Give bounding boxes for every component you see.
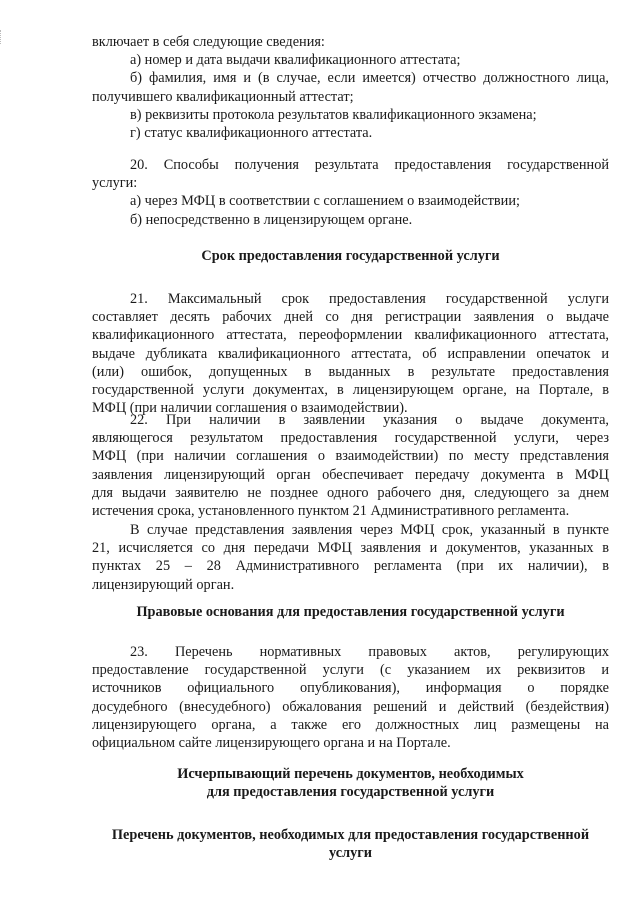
heading-text: Срок предоставления государственной услуги (201, 248, 500, 264)
heading-text: Исчерпывающий перечень документов, необходимых (177, 766, 524, 782)
paragraph-23-line: досудебного (внесудебного) обжалования решений и действий (бездействия) (92, 698, 609, 715)
list-item-b-cont: получившего квалификационный аттестат; (92, 88, 354, 105)
paragraph-22-line: 22. При наличии в заявлении указания о выдаче документа, (130, 412, 609, 428)
paragraph-22-continuation (92, 521, 609, 594)
paragraph-21-line: 21. Максимальный срок предоставления государственной услуги (130, 291, 609, 307)
paragraph-21-line: квалификационного аттестата, переоформлении квалификационного аттестата, (92, 327, 609, 344)
paragraph-22b-line: пунктах 25 – 28 Административного регламента (при их наличии), в (92, 558, 609, 575)
section-heading-srok (92, 247, 609, 265)
scan-edge-mark (0, 30, 4, 44)
paragraph-20-item-a: а) через МФЦ в соответствии с соглашением о взаимодействии; (130, 193, 520, 210)
heading-text: Перечень документов, необходимых для предоставления государственной (111, 827, 590, 843)
paragraph-21-line: государственной услуги документах, в лицензирующем органе, на Портале, в (92, 381, 609, 398)
paragraph-22b-line: лицензирующий орган. (92, 576, 235, 593)
paragraph-21 (92, 290, 609, 417)
paragraph-21-line: составляет десять рабочих дней со дня регистрации заявления о выдаче (92, 309, 609, 326)
paragraph-22-line: заявления лицензирующий орган обеспечивает передачу документа в МФЦ (92, 466, 609, 483)
paragraph-22 (92, 411, 609, 520)
paragraph-23-line: лицензирующего органа, а также его должностных лиц размещены на (92, 716, 609, 733)
list-item-g: г) статус квалификационного аттестата. (130, 124, 373, 141)
paragraph-22-line: МФЦ (при наличии соглашения о взаимодействии) по месту представления (92, 448, 609, 465)
heading-text: Правовые основания для предоставления государственной услуги (136, 604, 565, 620)
heading-text: для предоставления государственной услуги (206, 784, 495, 801)
intro-line: включает в себя следующие сведения: (92, 34, 325, 50)
paragraph-22-line: истечения срока, установленного пунктом 21 Административного регламента. (92, 502, 570, 519)
paragraph-23-line: источников официального опубликования), информация о порядке (92, 680, 609, 697)
section-heading-perechen (92, 826, 609, 862)
paragraph-21-line: МФЦ (при наличии соглашения о взаимодействии). (92, 400, 408, 417)
list-item-v: в) реквизиты протокола результатов квалификационного экзамена; (130, 106, 537, 123)
list-item-b: б) фамилия, имя и (в случае, если имеется) отчество должностного лица, (130, 70, 609, 87)
section-heading-ischerpyvayushchiy (92, 765, 609, 801)
list-item-a: а) номер и дата выдачи квалификационного аттестата; (130, 52, 461, 69)
paragraph-23 (92, 643, 609, 752)
paragraph-23-line: предоставление государственной услуги (с указанием их реквизитов и (92, 662, 609, 679)
paragraph-20-item-b: б) непосредственно в лицензирующем органе. (130, 211, 413, 228)
paragraph-23-line: 23. Перечень нормативных правовых актов, регулирующих (130, 644, 609, 660)
paragraph-22-line: для выдачи заявителю не позднее одного рабочего дня, следующего за днем (92, 484, 609, 501)
paragraph-21-line: выдаче дубликата квалификационного аттестата, об исправлении опечаток и (92, 345, 609, 362)
paragraph-21-line: (или) ошибок, допущенных в выданных в результате предоставления (92, 363, 609, 380)
paragraph-20-line: 20. Способы получения результата предоставления государственной (130, 157, 609, 173)
paragraph-23-line: официальном сайте лицензирующего органа и на Портале. (92, 734, 451, 751)
section-heading-pravo (92, 603, 609, 621)
paragraph-20-line: услуги: (92, 175, 138, 192)
paragraph-22b-line: В случае представления заявления через МФЦ срок, указанный в пункте (130, 522, 609, 538)
intro-block (92, 33, 609, 142)
paragraph-22-line: являющегося результатом предоставления государственной услуги, через (92, 430, 609, 447)
paragraph-20 (92, 156, 609, 229)
heading-text: услуги (329, 845, 372, 862)
paragraph-22b-line: 21, исчисляется со дня передачи МФЦ заявления и документов, указанных в (92, 540, 609, 557)
